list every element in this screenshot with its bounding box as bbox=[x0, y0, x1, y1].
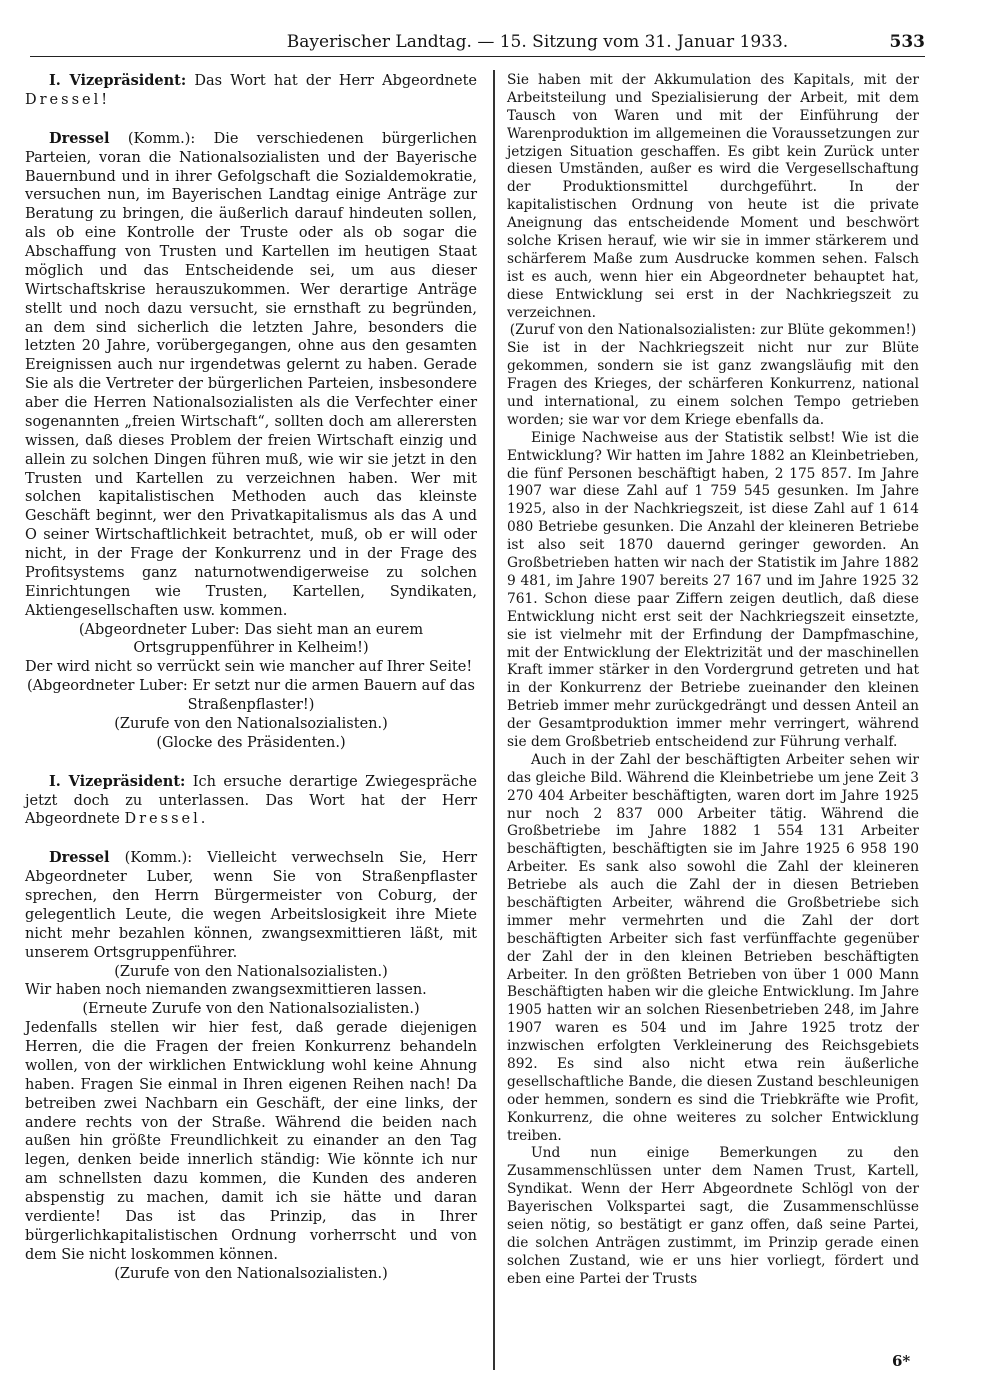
spacer bbox=[25, 753, 477, 773]
speaker-name: Dressel bbox=[49, 129, 110, 147]
interjection: (Abgeordneter Luber: Das sieht man an eurem Ortsgruppenführer in Kelheim!) bbox=[78, 621, 424, 657]
paragraph-text: (Komm.): Vielleicht verwechseln Sie, Herr Abgeordneter Luber, wenn Sie von Straßenpflaster sprechen, den Herrn Bürgermeister von Coburg, der gelegentlich Leute, die wegen Arbeitslosigkeit ihre Miete nicht mehr bezahlen können, zwangsexmittieren läßt, mit unserem Ortsgruppenführer. bbox=[25, 850, 478, 961]
interjection: (Erneute Zurufe von den Nationalsozialisten.) bbox=[82, 1001, 420, 1018]
paragraph bbox=[25, 130, 477, 621]
interjection: (Zuruf von den Nationalsozialisten: zur Blüte gekommen!) bbox=[509, 322, 917, 339]
page-number: 533 bbox=[889, 32, 925, 52]
paragraph: Einige Nachweise aus der Statistik selbst! Wie ist die Entwicklung? Wir hatten im Jahre 1882 an Kleinbetrieben, die fünf Personen beschäftigt haben, 2 175 857. Im Jahre 1907 war diese Zahl auf 1 759 545 gesunken. Im Jahre 1925, also in der Nachkriegszeit, ist diese Zahl auf 1 614 080 Betriebe gesunken. Die Anzahl der kleineren Betriebe ist also seit 1870 dauernd geringer geworden. An Großbetrieben hatten wir nach der Statistik im Jahre 1882 9 481, im Jahre 1907 bereits 27 167 und im Jahre 1925 32 761. Schon diese paar Ziffern zeigen deutlich, daß diese Entwicklung nicht erst seit der Nachkriegszeit einsetzte, sie ist vielmehr mit der Erfindung der Dampfmaschine, mit der Entwicklung der Elektrizität und der maschinellen Kraft immer stärker in den Vordergrund getreten und hat in der Konkurrenz der Betriebe zueinander den kleinen Betrieb immer mehr zurückgedrängt und dessen Anteil an der Gesamtproduktion immer mehr verringert, während sie dem Großbetrieb entscheidend zur Führung verhalf. bbox=[507, 429, 919, 750]
member-name: Dressel! bbox=[25, 91, 111, 108]
paragraph: Der wird nicht so verrückt sein wie mancher auf Ihrer Seite! bbox=[25, 659, 473, 676]
right-column bbox=[507, 72, 919, 1289]
paragraph: Jedenfalls stellen wir hier fest, daß gerade diejenigen Herren, die die Fragen der freien Konkurrenz behandeln wollen, von der wirklichen Entwicklung wohl keine Ahnung haben. Fragen Sie einmal in Ihren eigenen Reihen nach! Da betreiben zwei Nachbarn ein Geschäft, der eine links, der andere rechts von der Straße. Während die beiden nach außen hin größte Freundlichkeit zu einander an den Tag legen, denken beide innerlich ständig: Wie könnte ich nur am schnellsten dazu kommen, die Kunden des anderen abspenstig zu machen, damit ich sie hätte und daran verdiente! Das ist das Prinzip, das in Ihrer bürgerlichkapitalistischen Ordnung vorherrscht und von dem Sie nicht loskommen können. bbox=[25, 1020, 477, 1263]
paragraph-text: Ich ersuche derartige Zwiegespräche jetzt doch zu unterlassen. Das Wort hat der Herr Abgeordnete bbox=[25, 773, 478, 828]
interjection: (Abgeordneter Luber: Er setzt nur die armen Bauern auf das Straßenpflaster!) bbox=[27, 678, 475, 713]
spacer bbox=[25, 829, 477, 849]
interjection: (Glocke des Präsidenten.) bbox=[156, 734, 346, 751]
column-divider bbox=[493, 70, 495, 1370]
speaker-name: I. Vizepräsident: bbox=[49, 772, 186, 790]
paragraph: Und nun einige Bemerkungen zu den Zusammenschlüssen unter dem Namen Trust, Kartell, Syndikat. Wenn der Herr Abgeordnete Schlögl von der Bayerischen Volkspartei sagt, die Zusammenschlüsse seien nötig, so bestätigt er ganz offen, daß seine Partei, die solchen Anträgen zustimmt, im Prinzip gerade einen solchen Zustand, wie er uns hier vorliegt, fördert und eben eine Partei der Trusts bbox=[507, 1145, 919, 1287]
paragraph bbox=[25, 773, 477, 830]
signature-mark: 6* bbox=[892, 1352, 911, 1370]
paragraph: Auch in der Zahl der beschäftigten Arbeiter sehen wir das gleiche Bild. Während die Kleinbetriebe um jene Zeit 3 270 404 Arbeiter beschäftigten, waren dort im Jahre 1925 nur noch 2 837 000 Arbeiter tätig. Während die Großbetriebe im Jahre 1882 1 554 131 Arbeiter beschäftigten, beschäftigten sie im Jahre 1925 6 958 190 Arbeiter. Es sank also sowohl die Zahl der kleineren Betriebe als auch die Zahl der in diesen Betrieben beschäftigten Arbeiter, während die Großbetriebe sich immer mehr vermehrten und die Zahl der dort beschäftigten Arbeiter sich fast verfünffachte gegenüber der Zahl der in den kleinen Betrieben beschäftigten Arbeiter. In den größten Betrieben von über 1 000 Mann Beschäftigten haben wir die gleiche Entwicklung. Im Jahre 1905 hatten wir an solchen Riesenbetrieben 248, im Jahre 1907 waren es 504 und im Jahre 1925 trotz der inzwischen erfolgten Verkleinerung des Reichsgebiets 892. Es sind also nicht etwa rein äußerliche gesellschaftliche Bande, die diesen Zustand beschleunigen oder hemmen, sondern es sind die Triebkräfte wie Profit, Konkurrenz, die ohne weiteres zu solcher Entwicklung treiben. bbox=[507, 751, 919, 1144]
member-name: Dressel. bbox=[124, 811, 209, 828]
paragraph bbox=[25, 72, 477, 110]
interjection: (Zurufe von den Nationalsozialisten.) bbox=[114, 963, 388, 980]
page-header bbox=[30, 26, 925, 57]
paragraph: Sie haben mit der Akkumulation des Kapitals, mit der Arbeitsteilung und Spezialisierung der Arbeit, mit dem Tausch von Waren und mit der Einführung der Warenproduktion im allgemeinen die Voraussetzungen zur jetzigen Situation geschaffen. Es gibt kein Zurück unter diesen Umständen, außer es wird die Vergesellschaftung der Produktionsmittel durchgeführt. In der kapitalistischen Ordnung von heute ist die private Aneignung das entscheidende Moment und beschwört solche Krisen herauf, wie wir sie in immer stärkerem und schärferem Maße zum Ausdrucke kommen sehen. Falsch ist es auch, wenn hier ein Abgeordneter behauptet hat, diese Entwicklung sei erst in der Nachkriegszeit zu verzeichnen. bbox=[507, 72, 919, 321]
speaker-name: Dressel bbox=[49, 849, 110, 867]
interjection: (Zurufe von den Nationalsozialisten.) bbox=[114, 715, 388, 732]
paragraph-text: (Komm.): Die verschiedenen bürgerlichen Parteien, voran die Nationalsozialisten und der Bayerische Bauernbund und in ihrer Gefolgschaft die Sozialdemokratie, versuchen nun, im Bayerischen Landtag einige Anträge zur Beratung zu bringen, die äußerlich darauf hindeuten sollen, als ob eine Kontrolle der Truste oder als ob sogar die Abschaffung von Trusten und Kartellen im heutigen Staat möglich und das Entscheidende sei, um aus dieser Wirtschaftskrise herauszukommen. Wer derartige Anträge stellt und noch dazu versucht, sie ernsthaft zu begründen, an dem sind sicherlich die letzten Jahre, besonders die letzten 20 Jahre, vorübergegangen, ohne aus den gesamten Ereignissen auch nur irgendetwas gelernt zu haben. Gerade Sie als die Vertreter der bürgerlichen Parteien, insbesondere aber die Herren Nationalsozialisten als die Verfechter einer sogenannten „freien Wirtschaft“, sollten doch am allerersten wissen, daß dieses Problem der freien Wirtschaft einzig und allein zu solchen Dingen führen muß, wie wir sie jetzt in den Trusten und Kartellen zu verzeichnen haben. Wer mit solchen kapitalistischen Methoden auch das kleinste Geschäft beginnt, wer den Privatkapitalismus als das A und O seiner Wirtschaftlichkeit betrachtet, muß, ob er will oder nicht, in der Frage der Konkurrenz und in der Frage des Profitsystems ganz naturnotwendigerweise zu solchen Einrichtungen wie Trusten, Kartellen, Syndikaten, Aktiengesellschaften usw. kommen. bbox=[25, 130, 477, 619]
running-title: Bayerischer Landtag. — 15. Sitzung vom 31. Januar 1933. bbox=[286, 32, 789, 52]
speaker-name: I. Vizepräsident: bbox=[49, 72, 187, 89]
paragraph bbox=[25, 849, 477, 962]
spacer bbox=[25, 110, 477, 130]
paragraph-text: Das Wort hat der Herr Abgeordnete bbox=[194, 73, 477, 89]
interjection: (Zurufe von den Nationalsozialisten.) bbox=[114, 1265, 388, 1282]
paragraph: Sie ist in der Nachkriegszeit nicht nur zur Blüte gekommen, sondern sie ist ganz zwangsläufig mit den Fragen des Krieges, der schärferen Konkurrenz, national und international, zu einem solchen Tempo getrieben worden; sie war vor dem Kriege ebenfalls da. bbox=[507, 340, 919, 428]
left-column bbox=[25, 72, 477, 1283]
paragraph: Wir haben noch niemanden zwangsexmittieren lassen. bbox=[25, 982, 427, 999]
